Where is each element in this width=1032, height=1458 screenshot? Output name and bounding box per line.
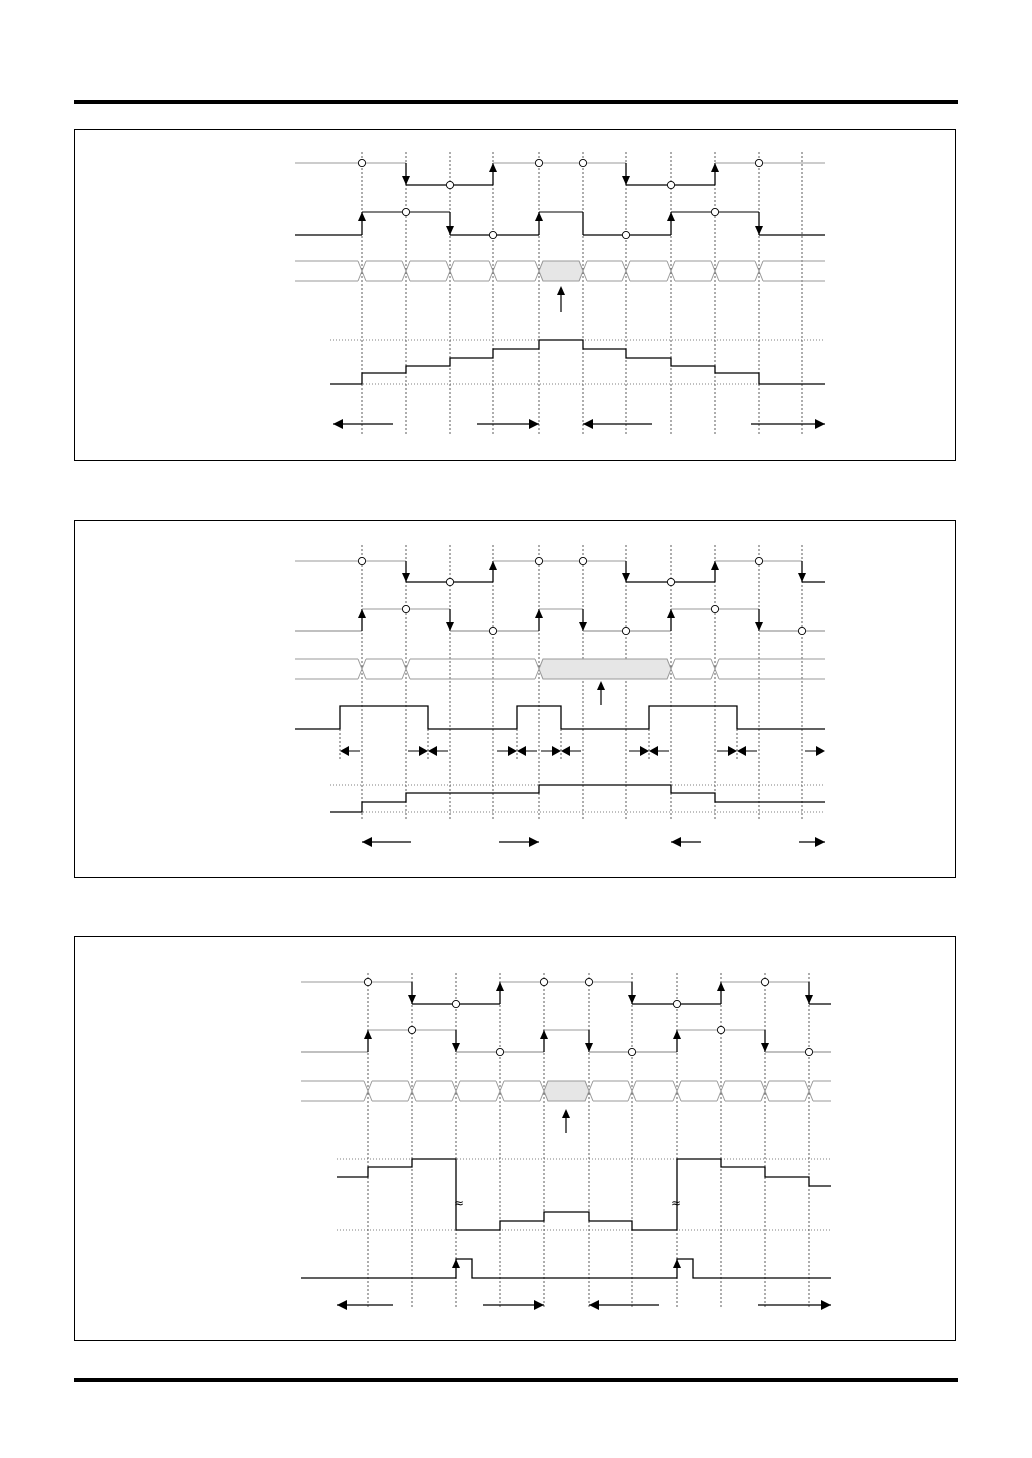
phase-b-sample-3 [717, 1026, 724, 1033]
interval-right-head-4 [728, 746, 737, 756]
phase-a-sample-4 [667, 181, 674, 188]
phase-a-sample-2 [535, 159, 542, 166]
interval-right-head-1 [508, 746, 517, 756]
direction-arrow-left-1-head [583, 419, 593, 429]
phase-b-rise-arrow-2 [667, 212, 675, 221]
direction-arrow-left-1-head [589, 1300, 599, 1310]
phase-b-fall-arrow-2 [761, 1043, 769, 1052]
interval-right-head-0 [419, 746, 428, 756]
phase-b-sample-4 [805, 1048, 812, 1055]
phase-b-sample-2 [622, 231, 629, 238]
phase-a-sample-2 [535, 557, 542, 564]
timing-diagram-1 [75, 130, 957, 462]
phase-a-fall-arrow-1 [622, 176, 630, 185]
phase-a-fall-arrow-2 [798, 573, 806, 582]
direction-arrow-right-0-head [529, 837, 539, 847]
direction-arrow-left-1-head [671, 837, 681, 847]
phase-b-sample-3 [711, 208, 718, 215]
position-bus-highlight [544, 1081, 589, 1101]
phase-a-sample-5 [761, 978, 768, 985]
phase-a-sample-4 [673, 1000, 680, 1007]
header-rule [74, 100, 958, 104]
phase-a-rise-arrow-1 [717, 982, 725, 991]
phase-a-fall-arrow-1 [628, 995, 636, 1004]
phase-a-sample-1 [446, 181, 453, 188]
direction-arrow-left-0-head [333, 419, 343, 429]
direction-arrow-right-0-head [534, 1300, 544, 1310]
counter-staircase [330, 785, 825, 812]
phase-b-fall-arrow-1 [755, 226, 763, 235]
phase-a-sample-1 [446, 578, 453, 585]
phase-b-rise-arrow-2 [673, 1030, 681, 1039]
highlight-pointer-head [562, 1109, 570, 1118]
phase-a-rise-arrow-0 [489, 561, 497, 570]
phase-b-rise-arrow-1 [540, 1030, 548, 1039]
phase-a-sample-3 [579, 557, 586, 564]
direction-arrow-right-0-head [529, 419, 539, 429]
phase-a-fall-arrow-0 [408, 995, 416, 1004]
phase-b-sample-1 [489, 627, 496, 634]
phase-b-fall-arrow-1 [579, 622, 587, 631]
direction-arrow-left-0-head [337, 1300, 347, 1310]
phase-b-sample-4 [798, 627, 805, 634]
interval-left-head-4 [649, 746, 658, 756]
phase-a-fall-arrow-2 [805, 995, 813, 1004]
direction-arrow-left-0-head [362, 837, 372, 847]
footer-rule [74, 1378, 958, 1382]
phase-b-sample-0 [408, 1026, 415, 1033]
timing-diagram-3 [75, 937, 957, 1342]
phase-b-fall-arrow-2 [755, 622, 763, 631]
phase-b-rise-arrow-2 [667, 609, 675, 618]
phase-b-sample-3 [711, 605, 718, 612]
phase-b-fall-arrow-1 [585, 1043, 593, 1052]
phase-b-sample-1 [496, 1048, 503, 1055]
phase-a-sample-5 [755, 159, 762, 166]
timing-panel-3 [74, 936, 956, 1341]
interval-right-head-2 [552, 746, 561, 756]
phase-b-sample-2 [628, 1048, 635, 1055]
interval-right-head-5 [816, 746, 825, 756]
overflow-rise-arrow-1 [673, 1259, 681, 1268]
interval-right-head-3 [640, 746, 649, 756]
phase-a-rise-arrow-1 [711, 163, 719, 172]
phase-a-sample-0 [358, 159, 365, 166]
direction-arrow-right-1-head [821, 1300, 831, 1310]
phase-a-sample-0 [358, 557, 365, 564]
phase-a-sample-2 [540, 978, 547, 985]
phase-a-sample-5 [755, 557, 762, 564]
phase-b-fall-arrow-0 [452, 1043, 460, 1052]
wrap-break-mark-1: ≈ [671, 1196, 682, 1210]
highlight-pointer-head [597, 681, 605, 690]
phase-b-sample-0 [402, 605, 409, 612]
overflow-rise-arrow-0 [452, 1259, 460, 1268]
counter-staircase [330, 340, 825, 384]
phase-b-rise-arrow-0 [358, 212, 366, 221]
interval-left-head-1 [428, 746, 437, 756]
pulse-output-wave [295, 706, 825, 729]
timing-panel-2 [74, 520, 956, 878]
phase-b-sample-2 [622, 627, 629, 634]
phase-a-sample-0 [364, 978, 371, 985]
phase-a-sample-3 [585, 978, 592, 985]
position-bus-highlight [539, 659, 671, 679]
timing-panel-1 [74, 129, 956, 461]
phase-b-sample-0 [402, 208, 409, 215]
phase-a-sample-3 [579, 159, 586, 166]
wrap-break-mark-0: ≈ [454, 1196, 465, 1210]
interval-left-head-5 [737, 746, 746, 756]
phase-a-fall-arrow-0 [402, 176, 410, 185]
phase-b-rise-arrow-1 [535, 212, 543, 221]
timing-diagram-2 [75, 521, 957, 879]
phase-a-fall-arrow-1 [622, 573, 630, 582]
direction-arrow-right-1-head [815, 419, 825, 429]
phase-b-rise-arrow-1 [535, 609, 543, 618]
phase-b-rise-arrow-0 [358, 609, 366, 618]
position-bus-highlight [539, 261, 583, 281]
phase-a-rise-arrow-0 [489, 163, 497, 172]
phase-a-rise-arrow-1 [711, 561, 719, 570]
phase-b-sample-1 [489, 231, 496, 238]
phase-b-fall-arrow-0 [446, 226, 454, 235]
overflow-pulse-wave [301, 1259, 831, 1278]
interval-left-head-2 [517, 746, 526, 756]
counter-staircase [337, 1159, 831, 1230]
phase-a-sample-1 [452, 1000, 459, 1007]
phase-a-sample-4 [667, 578, 674, 585]
phase-a-rise-arrow-0 [496, 982, 504, 991]
interval-left-head-0 [340, 746, 349, 756]
interval-left-head-3 [561, 746, 570, 756]
direction-arrow-right-1-head [815, 837, 825, 847]
highlight-pointer-head [557, 286, 565, 295]
phase-b-rise-arrow-0 [364, 1030, 372, 1039]
phase-b-fall-arrow-0 [446, 622, 454, 631]
phase-a-fall-arrow-0 [402, 573, 410, 582]
